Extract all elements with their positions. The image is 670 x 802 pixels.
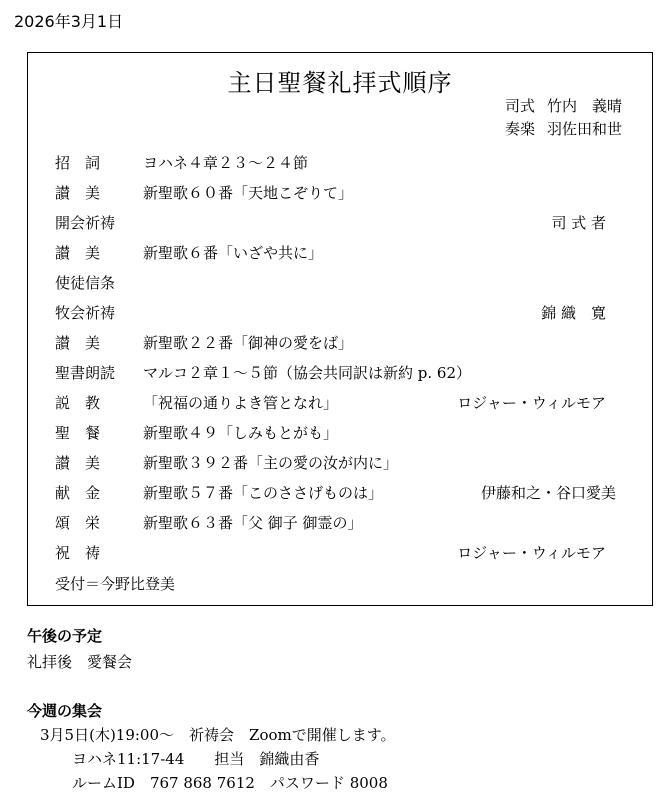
service-title: 主日聖餐礼拝式順序	[227, 69, 453, 97]
service-item	[28, 178, 652, 208]
item-label: 讃 美	[55, 454, 101, 472]
weekly-scripture-line: ヨハネ11:17-44 担当 錦織由香	[72, 750, 320, 768]
item-label: 讃 美	[55, 184, 101, 202]
service-item	[28, 328, 652, 358]
item-label: 使徒信条	[55, 274, 116, 292]
item-person: ロジャー・ウィルモア	[457, 544, 606, 562]
service-item	[28, 298, 652, 328]
item-label: 献 金	[55, 484, 101, 502]
service-item	[28, 388, 652, 418]
afternoon-heading: 午後の予定	[27, 627, 103, 645]
item-description: 新聖歌４９「しみもとがも」	[143, 424, 339, 442]
staff-name: 竹内 義晴	[546, 97, 622, 115]
staff-officiant	[505, 95, 622, 118]
item-label: 説 教	[55, 394, 101, 412]
item-person: 錦 織 寛	[541, 304, 606, 322]
item-label: 讃 美	[55, 244, 101, 262]
item-label: 讃 美	[55, 334, 101, 352]
weekly-zoom-line: ルームID 767 868 7612 パスワード 8008	[72, 774, 388, 792]
service-item	[28, 238, 652, 268]
item-label: 聖 餐	[55, 424, 101, 442]
item-description: ヨハネ４章２３～２４節	[143, 154, 309, 172]
service-item	[28, 538, 652, 568]
item-description: 新聖歌３９２番「主の愛の汝が内に」	[143, 454, 399, 472]
item-description: マルコ２章１～５節（協会共同訳は新約 p. 62）	[143, 364, 471, 382]
item-person: ロジャー・ウィルモア	[457, 394, 606, 412]
item-label: 牧会祈祷	[55, 304, 116, 322]
item-description: 新聖歌２２番「御神の愛をば」	[143, 334, 354, 352]
staff-role: 司式	[504, 97, 535, 115]
item-description: 新聖歌６０番「天地こぞりて」	[143, 184, 354, 202]
staff-name: 羽佐田和世	[546, 120, 622, 138]
weekly-heading: 今週の集会	[27, 702, 103, 720]
item-label: 招 詞	[55, 154, 101, 172]
item-label: 聖書朗読	[55, 364, 116, 382]
service-item	[28, 358, 652, 388]
staff-organist	[505, 118, 622, 141]
service-item	[28, 148, 652, 178]
service-item	[28, 478, 652, 508]
item-description: 新聖歌６番「いざや共に」	[143, 244, 324, 262]
service-item	[28, 448, 652, 478]
item-person: 伊藤和之・谷口愛美	[480, 484, 616, 502]
item-description: 新聖歌６３番「父 御子 御霊の」	[143, 514, 363, 532]
item-label: 開会祈祷	[55, 214, 116, 232]
service-item	[28, 268, 652, 298]
staff-role: 奏楽	[504, 120, 535, 138]
item-label: 祝 祷	[55, 544, 101, 562]
bulletin-date: 2026年3月1日	[14, 12, 124, 31]
weekly-meeting-line: 3月5日(木)19:00～ 祈祷会 Zoomで開催します。	[40, 726, 396, 744]
service-staff	[505, 95, 622, 141]
afternoon-text: 礼拝後 愛餐会	[27, 653, 133, 671]
order-of-service-box	[27, 52, 653, 606]
service-item	[28, 418, 652, 448]
item-description: 「祝福の通りよき管となれ」	[143, 394, 339, 412]
reception-note: 受付＝今野比登美	[55, 575, 176, 593]
service-item	[28, 508, 652, 538]
item-person: 司 式 者	[551, 214, 606, 232]
service-item	[28, 208, 652, 238]
item-label: 頌 栄	[55, 514, 101, 532]
item-description: 新聖歌５７番「このささげものは」	[143, 484, 384, 502]
